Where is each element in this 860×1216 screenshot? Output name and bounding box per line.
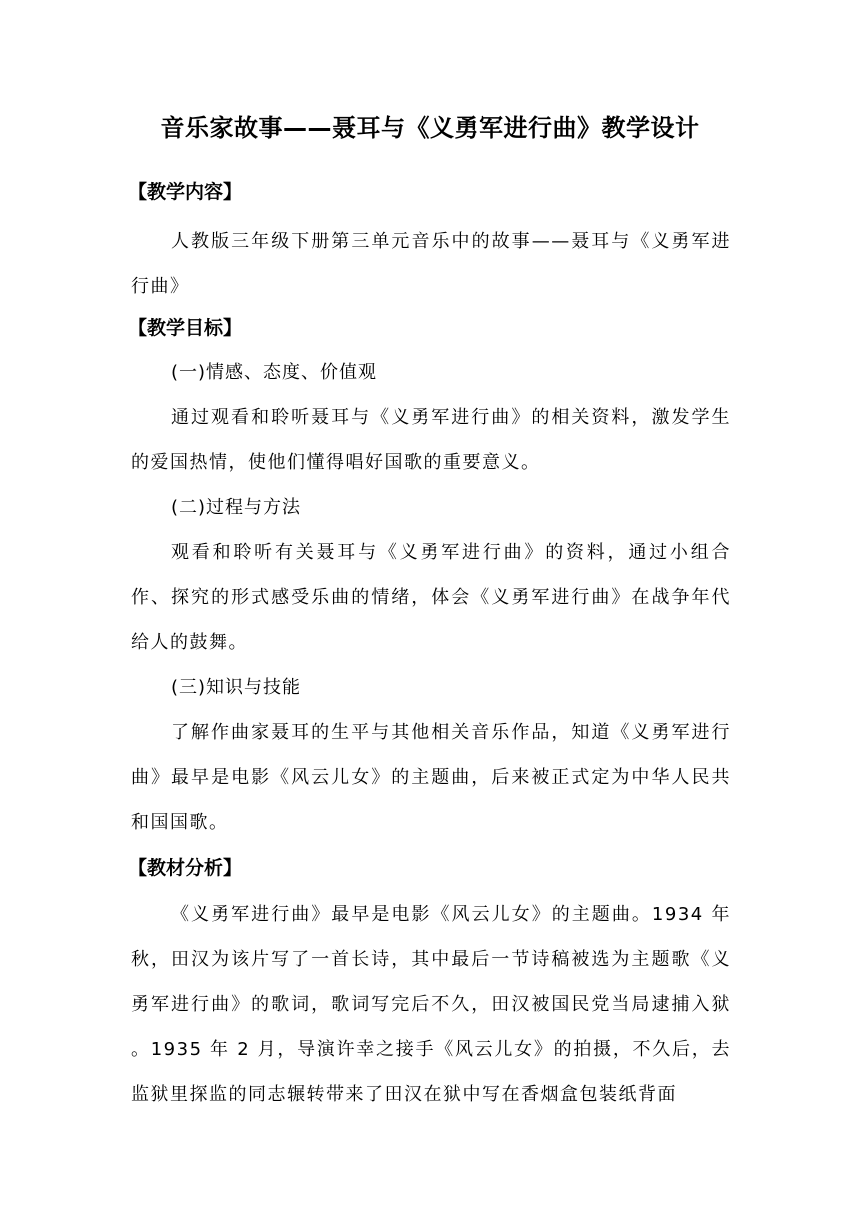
section-heading-teaching-goals: 【教学目标】 <box>128 317 243 339</box>
material-analysis-paragraph: 《义勇军进行曲》最早是电影《风云儿女》的主题曲。1934 年秋，田汉为该片写了一首长诗，其中最后一节诗稿被选为主题歌《义勇军进行曲》的歌词，歌词写完后不久，田汉被国民党当局逮捕入狱 。1935 年 2 月，导演许幸之接手《风云儿女》的拍摄，不久后，去监狱里探监的同志辗转带来了田汉在狱中写在香烟盒包装纸背面 <box>131 904 731 1105</box>
goal-3-paragraph: 了解作曲家聂耳的生平与其他相关音乐作品，知道《义勇军进行曲》最早是电影《风云儿女》的主题曲，后来被正式定为中华人民共和国国歌。 <box>131 722 731 833</box>
goal-2-label: (二)过程与方法 <box>171 497 302 518</box>
goal-2-paragraph: 观看和聆听有关聂耳与《义勇军进行曲》的资料，通过小组合作、探究的形式感受乐曲的情绪，体会《义勇军进行曲》在战争年代给人的鼓舞。 <box>131 542 731 653</box>
section-heading-material-analysis: 【教材分析】 <box>128 857 243 879</box>
teaching-content-paragraph: 人教版三年级下册第三单元音乐中的故事——聂耳与《义勇军进行曲》 <box>131 231 731 297</box>
goal-1-paragraph: 通过观看和聆听聂耳与《义勇军进行曲》的相关资料，激发学生的爱国热情，使他们懂得唱好国歌的重要意义。 <box>131 407 731 473</box>
document-title: 音乐家故事——聂耳与《义勇军进行曲》教学设计 <box>160 114 700 142</box>
section-heading-teaching-content: 【教学内容】 <box>128 181 243 203</box>
goal-3-label: (三)知识与技能 <box>171 677 302 698</box>
goal-1-label: (一)情感、态度、价值观 <box>171 362 378 383</box>
